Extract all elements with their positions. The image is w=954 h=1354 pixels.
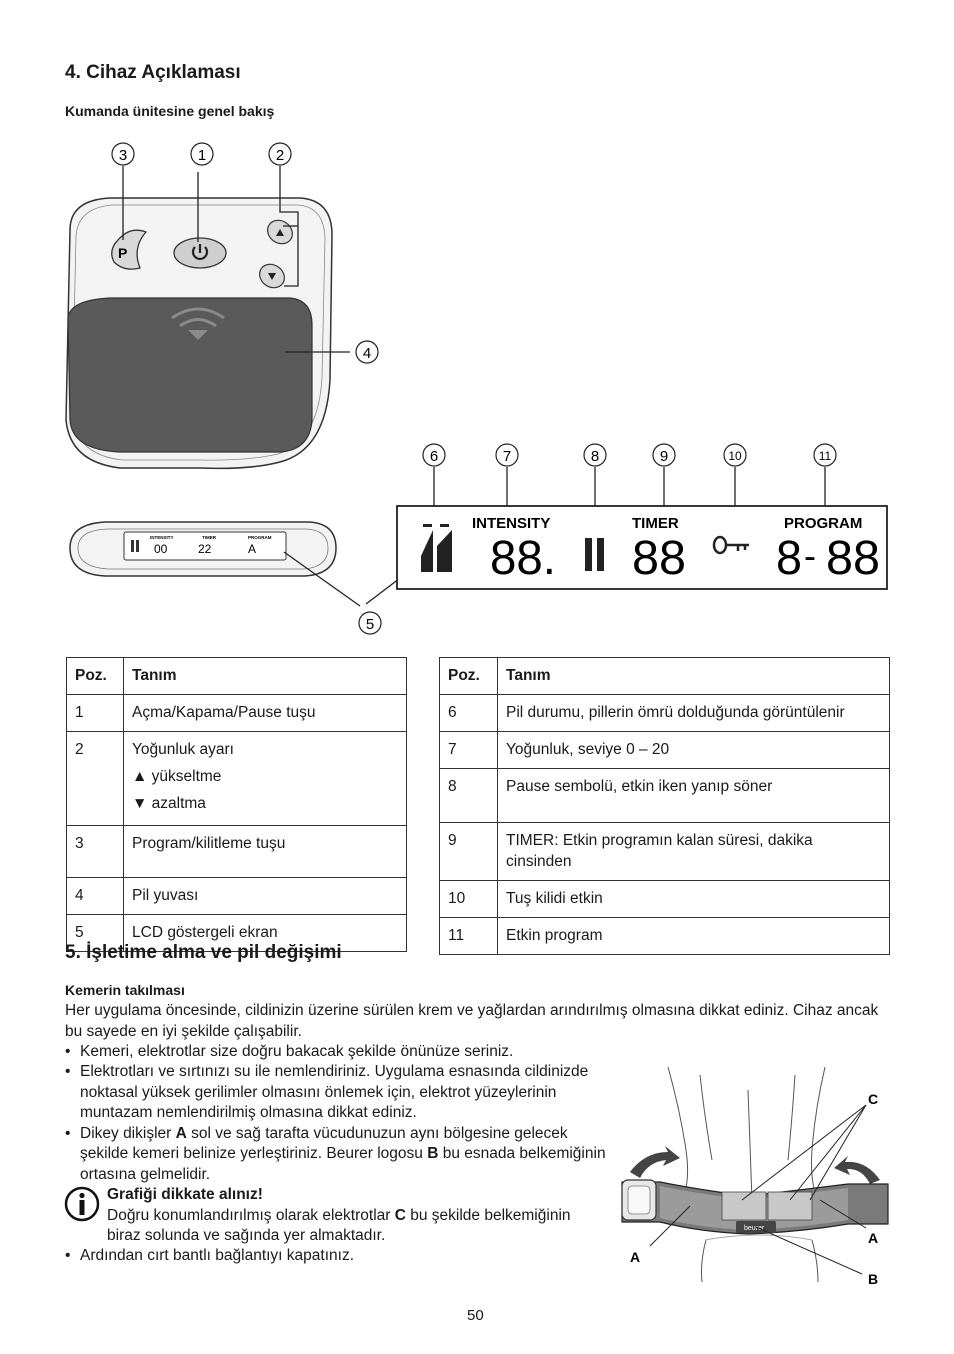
row-pos: 5	[67, 915, 124, 952]
svg-text:4: 4	[362, 345, 372, 362]
section-5-subtitle: Kemerin takılması	[65, 982, 185, 998]
table-row	[67, 732, 407, 826]
table-row	[440, 823, 890, 881]
svg-text:88: 88	[632, 532, 686, 585]
svg-text:8: 8	[590, 448, 600, 465]
svg-text:PROGRAM: PROGRAM	[248, 535, 272, 540]
row-desc-line: ▲ yükseltme	[132, 768, 222, 785]
svg-text:9: 9	[659, 448, 669, 465]
row-pos: 6	[440, 695, 498, 732]
list-item: • Elektrotları ve sırtınızı su ile nemlendiriniz. Uygulama esnasında cildinizde noktasal yüksek gerilimler olmasını önlemek için, elektrot yüzeylerinin muntazam nemlendirilmiş olmasına dikkat ediniz.	[65, 1062, 620, 1124]
row-desc: Pause sembolü, etkin iken yanıp söner	[498, 769, 890, 823]
svg-text:11: 11	[818, 449, 832, 463]
table-row	[67, 878, 407, 915]
table-row	[67, 695, 407, 732]
svg-text:88: 88	[826, 532, 880, 585]
callout-7	[496, 444, 518, 466]
row-desc-line: Yoğunluk ayarı	[132, 741, 234, 758]
table-row	[440, 881, 890, 918]
svg-text:88.: 88.	[490, 532, 556, 585]
device-figure	[0, 135, 954, 650]
table-row	[440, 769, 890, 823]
callout-6	[423, 444, 445, 466]
info-note	[107, 1185, 607, 1247]
header-pos: Poz.	[440, 658, 498, 695]
row-desc: Yoğunluk, seviye 0 – 20	[498, 732, 890, 769]
remote-side-view	[70, 522, 336, 576]
table-header	[440, 658, 890, 695]
callout-2	[269, 143, 291, 165]
svg-text:1: 1	[197, 147, 207, 164]
table-row	[440, 695, 890, 732]
row-pos: 2	[67, 732, 124, 826]
row-desc: Etkin program	[498, 918, 890, 955]
info-icon	[64, 1186, 100, 1222]
callout-11	[814, 444, 836, 466]
svg-text:TIMER: TIMER	[632, 515, 679, 532]
arrow-left-icon	[630, 1146, 680, 1178]
table-row	[440, 918, 890, 955]
callout-8	[584, 444, 606, 466]
section-4-title: 4. Cihaz Açıklaması	[65, 62, 241, 83]
note-text: Doğru konumlandırılmış olarak elektrotlar C bu şekilde belkemiğinin biraz solunda ve sağında yer almaktadır.	[107, 1206, 571, 1244]
arrow-right-icon	[834, 1156, 880, 1184]
header-desc: Tanım	[498, 658, 890, 695]
svg-text:-: -	[804, 535, 816, 576]
row-desc: Pil durumu, pillerin ömrü dolduğunda görüntülenir	[498, 695, 890, 732]
svg-text:beurer: beurer	[744, 1225, 765, 1232]
callout-3	[112, 143, 134, 165]
row-desc-line: ▼ azaltma	[132, 795, 206, 812]
svg-text:TIMER: TIMER	[202, 535, 216, 540]
svg-text:A: A	[248, 542, 257, 556]
svg-text:10: 10	[728, 449, 742, 463]
callout-1	[191, 143, 213, 165]
list-item: • Dikey dikişler A sol ve sağ tarafta vücudunuzun aynı bölgesine gelecek şekilde kemeri belinize yerleştiriniz. Beurer logosu B bu esnada belkemiğinin ortasına gelmelidir.	[65, 1124, 620, 1186]
svg-text:P: P	[118, 245, 128, 261]
row-desc: Program/kilitleme tuşu	[124, 826, 407, 878]
svg-text:2: 2	[275, 147, 285, 164]
callout-4	[356, 341, 378, 363]
list-item: • Ardından cırt bantlı bağlantıyı kapatınız.	[65, 1246, 605, 1267]
lcd-display	[397, 506, 887, 589]
belt-illustration	[610, 1060, 890, 1290]
svg-text:INTENSITY: INTENSITY	[150, 535, 174, 540]
table-row	[440, 732, 890, 769]
svg-text:C: C	[868, 1091, 879, 1107]
row-pos: 3	[67, 826, 124, 878]
row-desc: Pil yuvası	[124, 878, 407, 915]
svg-text:INTENSITY: INTENSITY	[472, 515, 551, 532]
callout-10	[724, 444, 746, 466]
list-item: • Kemeri, elektrotlar size doğru bakacak şekilde önünüze seriniz.	[65, 1042, 885, 1063]
svg-text:3: 3	[118, 147, 128, 164]
header-pos: Poz.	[67, 658, 124, 695]
row-pos: 9	[440, 823, 498, 881]
svg-text:A: A	[868, 1230, 879, 1246]
header-desc: Tanım	[124, 658, 407, 695]
row-pos: 10	[440, 881, 498, 918]
row-desc: Açma/Kapama/Pause tuşu	[124, 695, 407, 732]
section-5-title: 5. İşletime alma ve pil değişimi	[65, 942, 342, 963]
row-desc: TIMER: Etkin programın kalan süresi, dakika cinsinden	[498, 823, 890, 881]
row-pos: 11	[440, 918, 498, 955]
svg-text:6: 6	[429, 448, 439, 465]
note-title: Grafiği dikkate alınız!	[107, 1186, 263, 1203]
row-desc	[124, 732, 407, 826]
svg-text:B: B	[868, 1271, 879, 1287]
table-positions-right	[439, 657, 890, 955]
row-pos: 7	[440, 732, 498, 769]
row-pos: 8	[440, 769, 498, 823]
svg-text:00: 00	[154, 542, 168, 556]
section-4-subtitle: Kumanda ünitesine genel bakış	[65, 103, 275, 119]
svg-text:A: A	[630, 1249, 641, 1265]
table-row	[67, 826, 407, 878]
svg-text:22: 22	[198, 542, 212, 556]
svg-text:7: 7	[502, 448, 512, 465]
row-pos: 4	[67, 878, 124, 915]
remote-control	[66, 198, 332, 468]
row-desc: Tuş kilidi etkin	[498, 881, 890, 918]
svg-text:PROGRAM: PROGRAM	[784, 515, 863, 532]
instructions-list-bottom	[65, 1246, 605, 1267]
table-positions-left	[66, 657, 407, 952]
svg-text:5: 5	[365, 616, 375, 633]
svg-text:8: 8	[776, 532, 802, 585]
callout-9	[653, 444, 675, 466]
callout-5	[359, 612, 381, 634]
row-desc: LCD göstergeli ekran	[124, 915, 407, 952]
page-number: 50	[467, 1307, 484, 1324]
intro-paragraph: Her uygulama öncesinde, cildinizin üzerine sürülen krem ve yağlardan arındırılmış olmasına dikkat ediniz. Cihaz ancak bu sayede en iyi şekilde çalışabilir.	[65, 1002, 879, 1040]
instructions-list	[65, 1062, 620, 1185]
table-header	[67, 658, 407, 695]
row-pos: 1	[67, 695, 124, 732]
